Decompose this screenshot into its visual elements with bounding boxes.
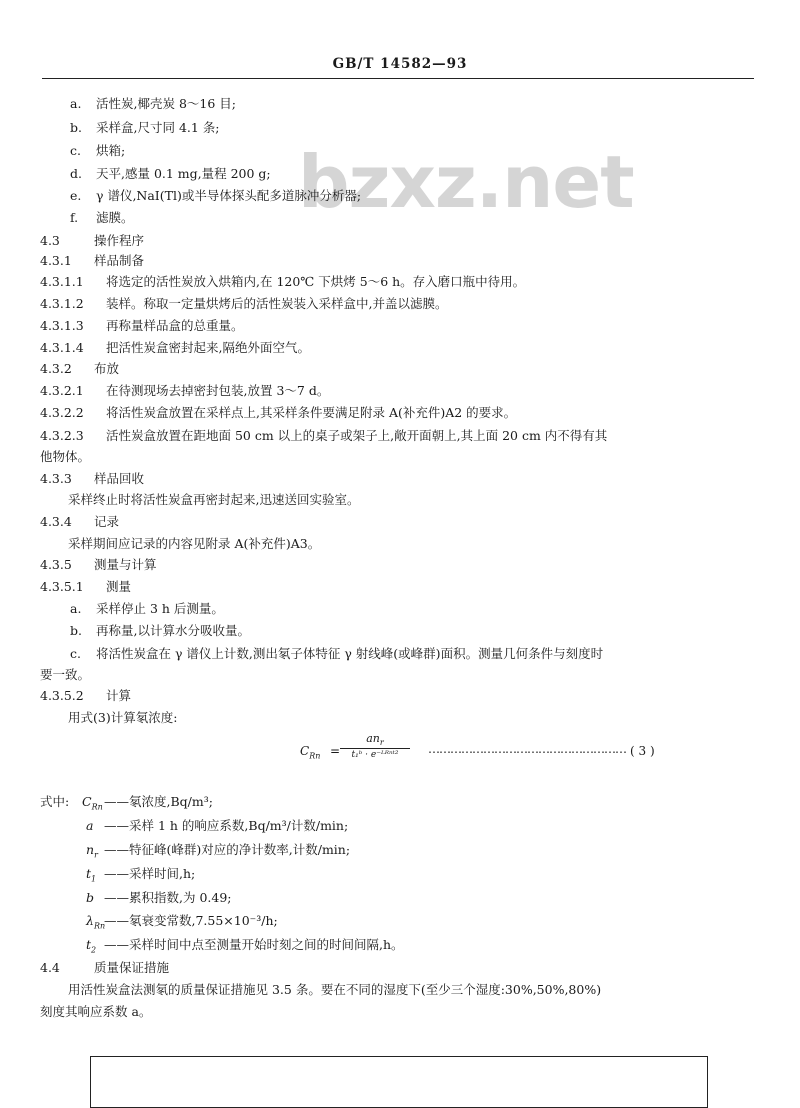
section-text: γ 谱仪,NaI(Tl)或半导体探头配多道脉冲分析器; <box>96 188 362 203</box>
section-label: 4.3.1.3 <box>40 318 84 333</box>
section-text: 将活性炭盒在 γ 谱仪上计数,测出氡子体特征 γ 射线峰(或峰群)面积。测量几何条件与刻度时 <box>96 646 604 661</box>
definition-text: ——累积指数,为 0.49; <box>104 890 232 905</box>
symbol-subscript: 2 <box>91 945 97 955</box>
section-text: 再称量样品盒的总重量。 <box>106 318 244 333</box>
formula-3 <box>300 732 700 772</box>
paragraph-text: 采样期间应记录的内容见附录 A(补充件)A3。 <box>68 536 321 551</box>
section-label: f. <box>70 210 79 225</box>
section-title: 质量保证措施 <box>94 960 170 975</box>
definition-text: ——氡浓度,Bq/m³; <box>104 794 213 809</box>
symbol-main: n <box>86 842 95 857</box>
section-text: 布放 <box>94 361 120 376</box>
section-text: 样品制备 <box>94 253 145 268</box>
section-text: 烘箱; <box>96 143 126 158</box>
standard-header: GB/T 14582—93 <box>332 56 468 72</box>
section-text: 采样盒,尺寸同 4.1 条; <box>96 120 220 135</box>
formula-leader-dots: ……………………………………………… <box>428 742 626 756</box>
definition-prefix: 式中: <box>40 794 70 809</box>
fraction-bar <box>340 748 410 749</box>
section-label: b. <box>70 623 82 638</box>
symbol-main: t <box>86 866 92 881</box>
section-text: 记录 <box>94 514 120 529</box>
section-label: 4.3.2.2 <box>40 405 84 420</box>
formula-lhs: $C_{Rn}$ <box>300 744 321 761</box>
header-rule <box>42 78 754 79</box>
symbol-subscript: 1 <box>91 874 97 884</box>
section-label: 4.3.1.1 <box>40 274 84 289</box>
symbol-main: b <box>86 890 95 905</box>
section-text: 计算 <box>106 688 132 703</box>
definition-symbol <box>86 890 94 906</box>
section-text: 活性炭,椰壳炭 8～16 目; <box>96 96 236 111</box>
symbol-main: t <box>86 937 92 952</box>
section-label: 4.3.2.3 <box>40 428 84 443</box>
formula-denominator: t₁ᵇ · e⁻ᴸᴿⁿᵗ² <box>351 750 399 761</box>
section-label: d. <box>70 166 82 181</box>
definition-text: ——氡衰变常数,7.55×10⁻³/h; <box>104 913 278 928</box>
symbol-main: a <box>86 818 94 833</box>
watermark: bzxz.net <box>298 140 634 224</box>
paragraph-text: 他物体。 <box>40 449 91 464</box>
section-label: a. <box>70 96 82 111</box>
section-text: 天平,感量 0.1 mg,量程 200 g; <box>96 166 271 181</box>
section-label: 4.3.4 <box>40 514 72 529</box>
formula-number: ( 3 ) <box>630 744 655 758</box>
definition-symbol <box>86 937 96 959</box>
paragraph-text: 要一致。 <box>40 667 91 682</box>
paragraph-text: 采样终止时将活性炭盒再密封起来,迅速送回实验室。 <box>68 492 360 507</box>
section-text: 装样。称取一定量烘烤后的活性炭装入采样盒中,并盖以滤膜。 <box>106 296 448 311</box>
section-label: a. <box>70 601 82 616</box>
definition-text: ——特征峰(峰群)对应的净计数率,计数/min; <box>104 842 351 857</box>
paragraph-text: 用式(3)计算氡浓度: <box>68 710 178 725</box>
section-text: 样品回收 <box>94 471 145 486</box>
section-text: 在待测现场去掉密封包装,放置 3～7 d。 <box>106 383 330 398</box>
definition-symbol <box>86 866 96 888</box>
section-text: 测量 <box>106 579 132 594</box>
section-label: 4.3.2 <box>40 361 72 376</box>
symbol-subscript: r <box>94 850 98 860</box>
section-text: 再称量,以计算水分吸收量。 <box>96 623 250 638</box>
section-text: 把活性炭盒密封起来,隔绝外面空气。 <box>106 340 310 355</box>
section-label: 4.3.2.1 <box>40 383 84 398</box>
section-label: 4.3.1 <box>40 253 72 268</box>
definition-text: ——采样时间中点至测量开始时刻之间的时间间隔,h。 <box>104 937 404 952</box>
section-text: 测量与计算 <box>94 557 157 572</box>
section-label: 4.3 <box>40 233 60 248</box>
section-text: 将活性炭盒放置在采样点上,其采样条件要满足附录 A(补充件)A2 的要求。 <box>106 405 517 420</box>
definition-symbol <box>86 842 98 864</box>
section-label: 4.3.5 <box>40 557 72 572</box>
section-label: 4.3.1.4 <box>40 340 84 355</box>
section-label: b. <box>70 120 82 135</box>
section-label: 4.3.1.2 <box>40 296 84 311</box>
section-label: 4.4 <box>40 960 60 975</box>
section-text: 采样停止 3 h 后测量。 <box>96 601 224 616</box>
section-text: 操作程序 <box>94 233 145 248</box>
section-label: 4.3.5.2 <box>40 688 84 703</box>
section-label: e. <box>70 188 82 203</box>
section-text: 将选定的活性炭放入烘箱内,在 120℃ 下烘烤 5～6 h。存入磨口瓶中待用。 <box>106 274 526 289</box>
definition-symbol <box>86 818 93 834</box>
section-label: c. <box>70 143 81 158</box>
symbol-main: C <box>82 794 92 809</box>
definition-symbol <box>82 794 103 816</box>
section-label: c. <box>70 646 81 661</box>
section-text: 滤膜。 <box>96 210 134 225</box>
footer-box <box>90 1056 708 1108</box>
definition-symbol <box>86 913 105 935</box>
section-label: 4.3.3 <box>40 471 72 486</box>
paragraph-text: 刻度其响应系数 a。 <box>40 1004 152 1019</box>
symbol-subscript: Rn <box>91 802 103 812</box>
formula-equals: = <box>330 744 341 758</box>
section-text: 活性炭盒放置在距地面 50 cm 以上的桌子或架子上,敞开面朝上,其上面 20 cm 内不得有其 <box>106 428 608 443</box>
definition-text: ——采样时间,h; <box>104 866 196 881</box>
section-label: 4.3.5.1 <box>40 579 84 594</box>
formula-numerator: $an_r$ <box>366 732 384 748</box>
symbol-subscript: Rn <box>93 921 106 931</box>
paragraph-text: 用活性炭盒法测氡的质量保证措施见 3.5 条。要在不同的湿度下(至少三个湿度:30%,50%,80%) <box>68 982 602 997</box>
definition-text: ——采样 1 h 的响应系数,Bq/m³/计数/min; <box>104 818 349 833</box>
formula-fraction <box>340 732 410 760</box>
symbol-main: λ <box>86 913 94 928</box>
